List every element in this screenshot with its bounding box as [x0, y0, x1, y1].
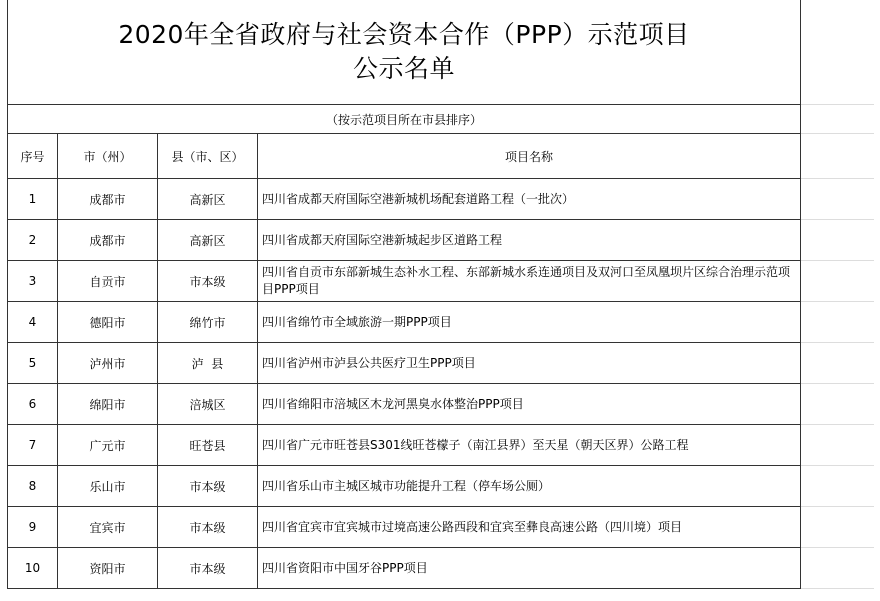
cell-city: 成都市 [58, 220, 158, 261]
cell-project-name: 四川省乐山市主城区城市功能提升工程（停车场公厕） [258, 466, 801, 507]
cell-no: 9 [8, 507, 58, 548]
table-row [8, 425, 874, 466]
cell-no: 7 [8, 425, 58, 466]
header-city: 市（州） [58, 134, 158, 179]
table-row [8, 179, 874, 220]
empty-cell [801, 302, 874, 343]
title-line-2: 公示名单 [352, 54, 455, 83]
cell-county: 高新区 [158, 220, 258, 261]
empty-cell [801, 134, 874, 179]
cell-project-name: 四川省成都天府国际空港新城机场配套道路工程（一批次） [258, 179, 801, 220]
cell-county: 泸 县 [158, 343, 258, 384]
ppp-project-table [7, 0, 874, 589]
cell-no: 2 [8, 220, 58, 261]
cell-project-name: 四川省泸州市泸县公共医疗卫生PPP项目 [258, 343, 801, 384]
cell-county: 市本级 [158, 261, 258, 302]
table-row [8, 466, 874, 507]
table-row [8, 261, 874, 302]
cell-county: 市本级 [158, 548, 258, 589]
cell-no: 6 [8, 384, 58, 425]
cell-city: 广元市 [58, 425, 158, 466]
cell-project-name: 四川省成都天府国际空港新城起步区道路工程 [258, 220, 801, 261]
cell-no: 4 [8, 302, 58, 343]
document-title [8, 0, 801, 105]
subtitle: （按示范项目所在市县排序） [8, 105, 801, 134]
cell-city: 宜宾市 [58, 507, 158, 548]
header-no: 序号 [8, 134, 58, 179]
table-row [8, 507, 874, 548]
empty-cell [801, 548, 874, 589]
empty-cell [801, 0, 874, 105]
empty-cell [801, 105, 874, 134]
header-project-name: 项目名称 [258, 134, 801, 179]
cell-county: 旺苍县 [158, 425, 258, 466]
cell-no: 10 [8, 548, 58, 589]
cell-county: 高新区 [158, 179, 258, 220]
empty-cell [801, 220, 874, 261]
table-header-row [8, 134, 874, 179]
cell-county: 市本级 [158, 507, 258, 548]
cell-project-name: 四川省自贡市东部新城生态补水工程、东部新城水系连通项目及双河口至凤凰坝片区综合治理示范项目PPP项目 [258, 261, 801, 302]
cell-no: 1 [8, 179, 58, 220]
cell-project-name: 四川省资阳市中国牙谷PPP项目 [258, 548, 801, 589]
cell-project-name: 四川省广元市旺苍县S301线旺苍檬子（南江县界）至天星（朝天区界）公路工程 [258, 425, 801, 466]
cell-city: 资阳市 [58, 548, 158, 589]
empty-cell [801, 507, 874, 548]
cell-county: 绵竹市 [158, 302, 258, 343]
cell-project-name: 四川省宜宾市宜宾城市过境高速公路西段和宜宾至彝良高速公路（四川境）项目 [258, 507, 801, 548]
cell-city: 乐山市 [58, 466, 158, 507]
title-line-1: 2020年全省政府与社会资本合作（PPP）示范项目 [118, 20, 690, 49]
cell-city: 成都市 [58, 179, 158, 220]
table-row [8, 302, 874, 343]
empty-cell [801, 261, 874, 302]
empty-cell [801, 466, 874, 507]
header-county: 县（市、区） [158, 134, 258, 179]
empty-cell [801, 425, 874, 466]
cell-no: 8 [8, 466, 58, 507]
cell-city: 泸州市 [58, 343, 158, 384]
cell-project-name: 四川省绵阳市涪城区木龙河黑臭水体整治PPP项目 [258, 384, 801, 425]
table-row [8, 343, 874, 384]
empty-cell [801, 179, 874, 220]
cell-county: 市本级 [158, 466, 258, 507]
table-row [8, 384, 874, 425]
empty-cell [801, 343, 874, 384]
cell-city: 绵阳市 [58, 384, 158, 425]
empty-cell [801, 384, 874, 425]
table-row [8, 548, 874, 589]
table-row [8, 220, 874, 261]
cell-city: 自贡市 [58, 261, 158, 302]
cell-no: 3 [8, 261, 58, 302]
cell-county: 涪城区 [158, 384, 258, 425]
cell-project-name: 四川省绵竹市全域旅游一期PPP项目 [258, 302, 801, 343]
cell-city: 德阳市 [58, 302, 158, 343]
cell-no: 5 [8, 343, 58, 384]
